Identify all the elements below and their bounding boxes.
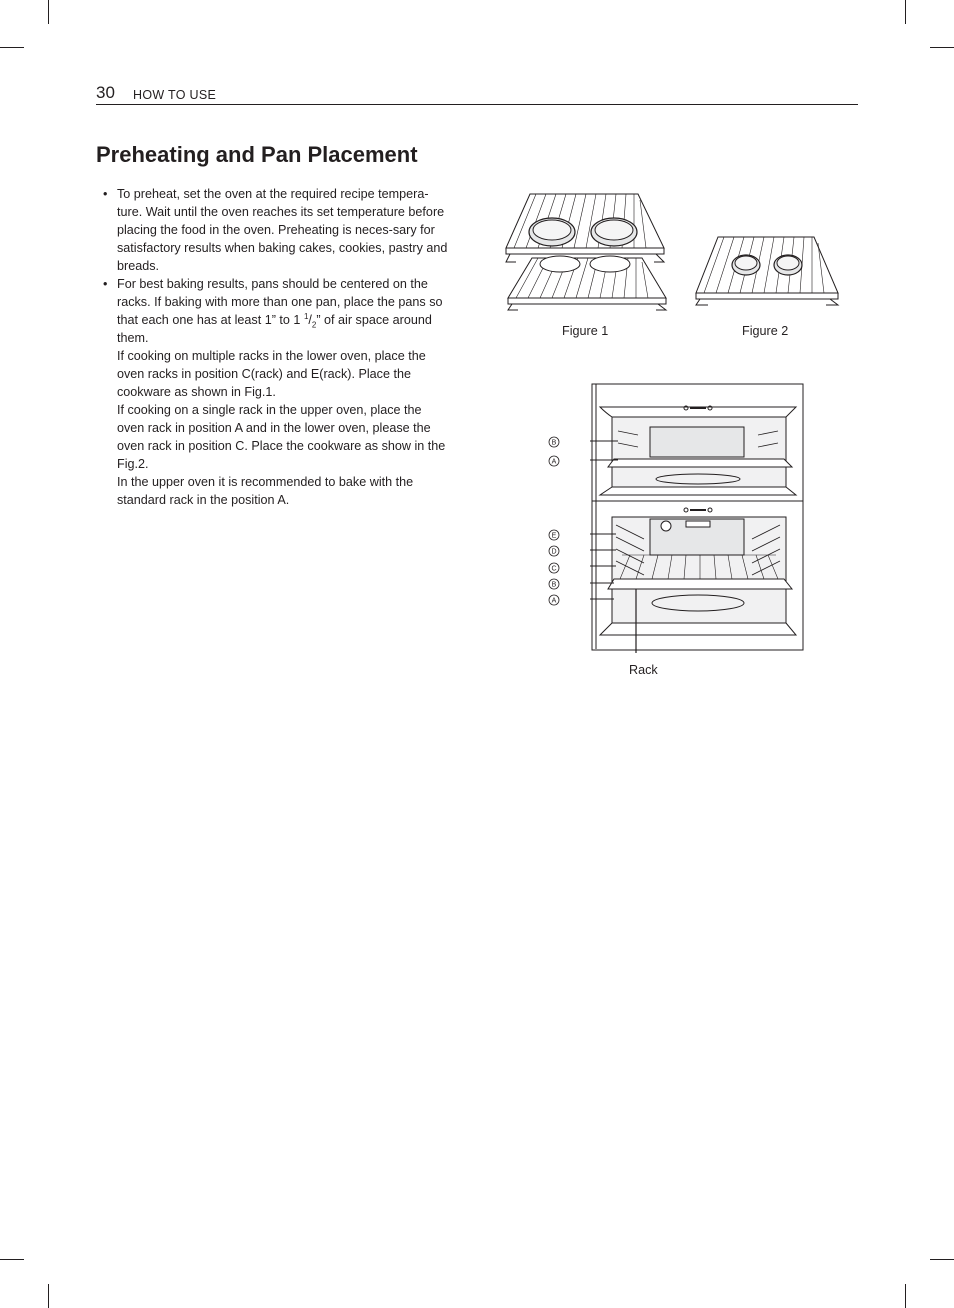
lower-position-C: C: [551, 565, 557, 573]
paragraph-single-rack: If cooking on a single rack in the upper oven, place the oven rack in position A and in the lower oven, please the oven rack in position C. Place the cookware as show in the Fig.2.: [117, 403, 446, 471]
body-text: [100, 185, 452, 509]
bullet-dot: •: [103, 187, 108, 201]
section-name: HOW TO USE: [133, 88, 217, 102]
double-oven-diagram: [590, 383, 805, 653]
crop-mark: [48, 1284, 49, 1308]
lower-position-E: E: [551, 532, 557, 540]
rack-position-letters: [545, 433, 565, 608]
paragraph-upper-oven: In the upper oven it is recommended to bake with the standard rack in the position A.: [117, 475, 414, 507]
lower-position-B: B: [551, 581, 557, 589]
lower-position-D: D: [551, 548, 557, 556]
upper-position-B: B: [551, 439, 557, 447]
rack-label: Rack: [629, 663, 658, 677]
crop-mark: [0, 1259, 24, 1260]
upper-position-A: A: [551, 458, 557, 466]
crop-mark: [0, 47, 24, 48]
crop-mark: [905, 1284, 906, 1308]
bullet-dot: •: [103, 277, 108, 291]
bullet-pan-placement: [100, 275, 452, 509]
page-header: [96, 82, 858, 105]
bullet-preheat: [100, 185, 452, 275]
figure1-illustration: [500, 188, 670, 314]
figure1-label: Figure 1: [562, 324, 609, 338]
page-number: 30: [96, 83, 115, 102]
bullet-preheat-text: To preheat, set the oven at the required recipe tempera-ture. Wait until the oven reaches its set temperature before placing the food in the oven. Preheating is neces-sary for satisfactory results when baking cakes, cookies, pastry and breads.: [117, 187, 448, 273]
crop-mark: [930, 1259, 954, 1260]
bullet-pan-text: For best baking results, pans should be centered on the racks. If baking with more than one pan, place the pans so that each one has at least 1” to 1 $^1/_2$” of air space around them.: [117, 277, 443, 345]
lower-position-A: A: [551, 597, 557, 605]
figure2-label: Figure 2: [742, 324, 789, 338]
crop-mark: [48, 0, 49, 24]
paragraph-multiple-racks: If cooking on multiple racks in the lower oven, place the oven racks in position C(rack) and E(rack). Place the cookware as shown in Fig.1.: [117, 349, 426, 399]
figure2-illustration: [692, 233, 842, 309]
crop-mark: [930, 47, 954, 48]
page-title: Preheating and Pan Placement: [96, 142, 418, 167]
crop-mark: [905, 0, 906, 24]
